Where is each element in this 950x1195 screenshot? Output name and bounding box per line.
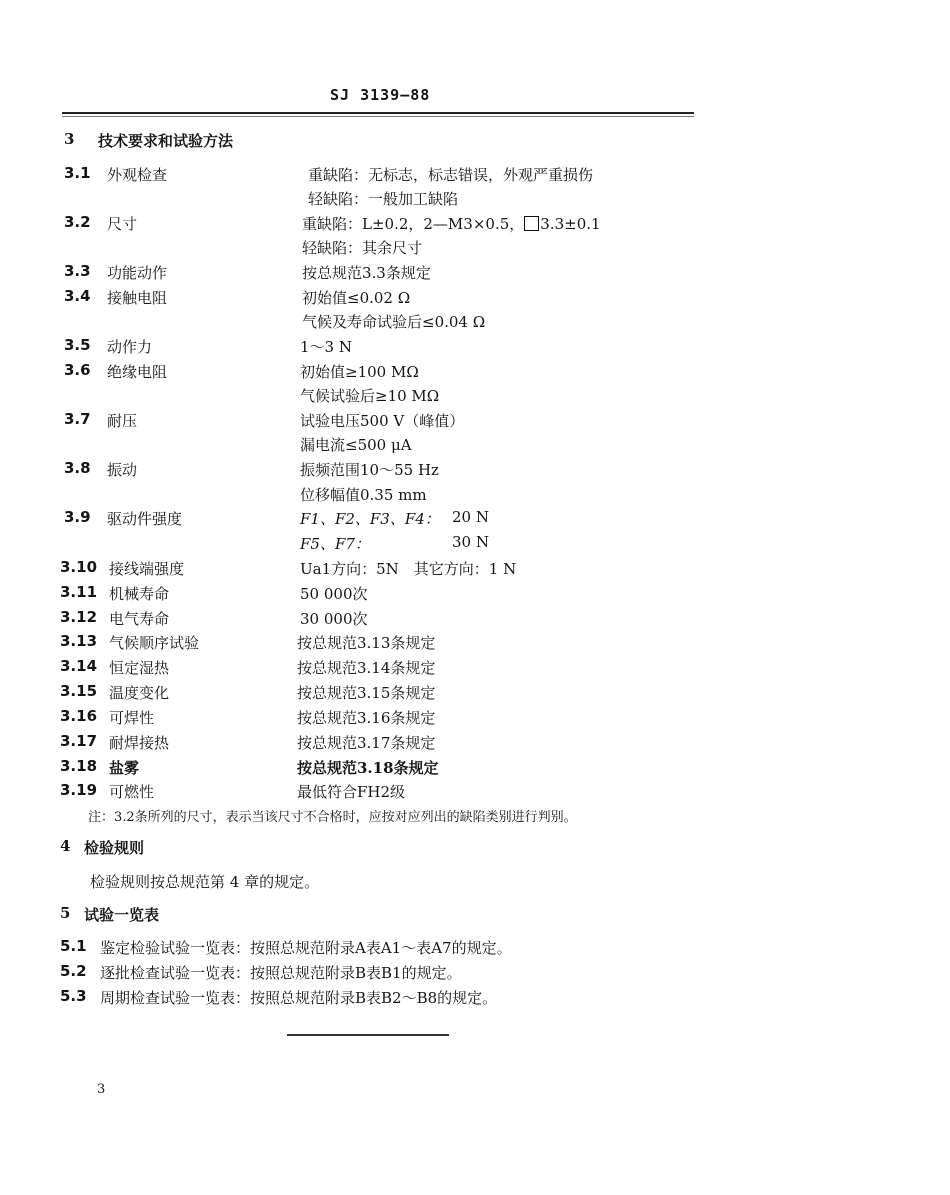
req-value: 轻缺陷：其余尺寸 xyxy=(302,239,423,257)
req-value: 最低符合FH2级 xyxy=(297,783,406,801)
req-number: 3.9 xyxy=(64,508,91,526)
req-value: 初始值≤0.02 Ω xyxy=(302,289,411,307)
req-number: 3.18 xyxy=(60,757,98,775)
req-value: 按总规范3.17条规定 xyxy=(297,734,436,752)
req-value: 位移幅值0.35 mm xyxy=(300,486,427,504)
req-value: 振频范围10～55 Hz xyxy=(300,461,439,479)
square-dimension-value: 3.3±0.1 xyxy=(540,215,601,233)
header-rule xyxy=(62,112,694,114)
req-number: 3.19 xyxy=(60,781,98,799)
test-list-text: 鉴定检验试验一览表：按照总规范附录A表A1～表A7的规定。 xyxy=(100,939,512,957)
req-number: 3.8 xyxy=(64,459,91,477)
req-item: 动作力 xyxy=(107,338,153,356)
document-code: SJ 3139—88 xyxy=(330,86,431,104)
req-item: 外观检查 xyxy=(107,166,168,184)
note: 注：3.2条所列的尺寸，表示当该尺寸不合格时，应按对应列出的缺陷类别进行判别。 xyxy=(88,810,577,825)
req-value: 气候及寿命试验后≤0.04 Ω xyxy=(302,313,486,331)
test-list-number: 5.2 xyxy=(60,962,87,980)
req-item: 驱动件强度 xyxy=(107,510,183,528)
req-number: 3.7 xyxy=(64,410,91,428)
req-value: 按总规范3.18条规定 xyxy=(297,759,439,777)
req-value: 按总规范3.14条规定 xyxy=(297,659,436,677)
section-4-body: 检验规则按总规范第 4 章的规定。 xyxy=(90,873,320,891)
page-number: 3 xyxy=(97,1082,106,1097)
req-item: 盐雾 xyxy=(109,759,140,777)
req-number: 3.6 xyxy=(64,361,91,379)
req-value: 30 000次 xyxy=(300,610,368,628)
req-value-text: 重缺陷：L±0.2，2—M3×0.5， xyxy=(302,215,525,233)
req-item: 可焊性 xyxy=(109,709,155,727)
req-value: 重缺陷：无标志，标志错误，外观严重损伤 xyxy=(308,166,594,184)
test-list-number: 5.3 xyxy=(60,987,87,1005)
section-4-title: 检验规则 xyxy=(84,839,145,857)
section-5-number: 5 xyxy=(60,904,71,922)
req-value: 1～3 N xyxy=(300,338,352,356)
req-number: 3.1 xyxy=(64,164,91,182)
test-list-text: 周期检查试验一览表：按照总规范附录B表B2～B8的规定。 xyxy=(100,989,498,1007)
section-3-number: 3 xyxy=(64,130,75,148)
section-5-title: 试验一览表 xyxy=(84,906,160,924)
square-dimension-icon xyxy=(524,216,539,231)
req-number: 3.15 xyxy=(60,682,98,700)
req-value: 50 000次 xyxy=(300,585,368,603)
req-number: 3.10 xyxy=(60,558,98,576)
req-value: 试验电压500 V（峰值） xyxy=(300,412,465,430)
req-item: 振动 xyxy=(107,461,138,479)
header-rule-thin xyxy=(62,116,694,117)
req-item: 恒定湿热 xyxy=(109,659,170,677)
req-value: 按总规范3.15条规定 xyxy=(297,684,436,702)
req-item: 气候顺序试验 xyxy=(109,634,200,652)
req-item: 机械寿命 xyxy=(109,585,170,603)
req-number: 3.17 xyxy=(60,732,98,750)
section-4-number: 4 xyxy=(60,837,71,855)
req-value: 按总规范3.13条规定 xyxy=(297,634,436,652)
req-value: 气候试验后≥10 MΩ xyxy=(300,387,440,405)
req-number: 3.13 xyxy=(60,632,98,650)
req-value: 初始值≥100 MΩ xyxy=(300,363,419,381)
req-number: 3.16 xyxy=(60,707,98,725)
req-number: 3.3 xyxy=(64,262,91,280)
req-number: 3.5 xyxy=(64,336,91,354)
req-item: 绝缘电阻 xyxy=(107,363,168,381)
force-value: 20 N xyxy=(452,508,489,526)
req-value: Ua1方向：5N 其它方向：1 N xyxy=(300,560,517,578)
req-value: 轻缺陷：一般加工缺陷 xyxy=(308,190,459,208)
req-number: 3.2 xyxy=(64,213,91,231)
req-number: 3.4 xyxy=(64,287,91,305)
req-item: 电气寿命 xyxy=(109,610,170,628)
req-item: 耐压 xyxy=(107,412,138,430)
req-item: 可燃性 xyxy=(109,783,155,801)
test-list-text: 逐批检查试验一览表：按照总规范附录B表B1的规定。 xyxy=(100,964,462,982)
req-value xyxy=(302,213,601,234)
req-item: 功能动作 xyxy=(107,264,168,282)
req-item: 接触电阻 xyxy=(107,289,168,307)
req-value: 按总规范3.16条规定 xyxy=(297,709,436,727)
req-item: 尺寸 xyxy=(107,215,138,233)
force-value: 30 N xyxy=(452,533,489,551)
req-item: 耐焊接热 xyxy=(109,734,170,752)
req-number: 3.14 xyxy=(60,657,98,675)
test-list-number: 5.1 xyxy=(60,937,87,955)
req-value: F1、F2、F3、F4： xyxy=(300,510,440,528)
req-value: 按总规范3.3条规定 xyxy=(302,264,431,282)
req-item: 接线端强度 xyxy=(109,560,185,578)
req-item: 温度变化 xyxy=(109,684,170,702)
section-3-title: 技术要求和试验方法 xyxy=(98,132,234,150)
req-number: 3.11 xyxy=(60,583,98,601)
footer-rule xyxy=(287,1034,449,1036)
req-value: 漏电流≤500 μA xyxy=(300,436,412,454)
req-value: F5、F7： xyxy=(300,535,370,553)
req-number: 3.12 xyxy=(60,608,98,626)
